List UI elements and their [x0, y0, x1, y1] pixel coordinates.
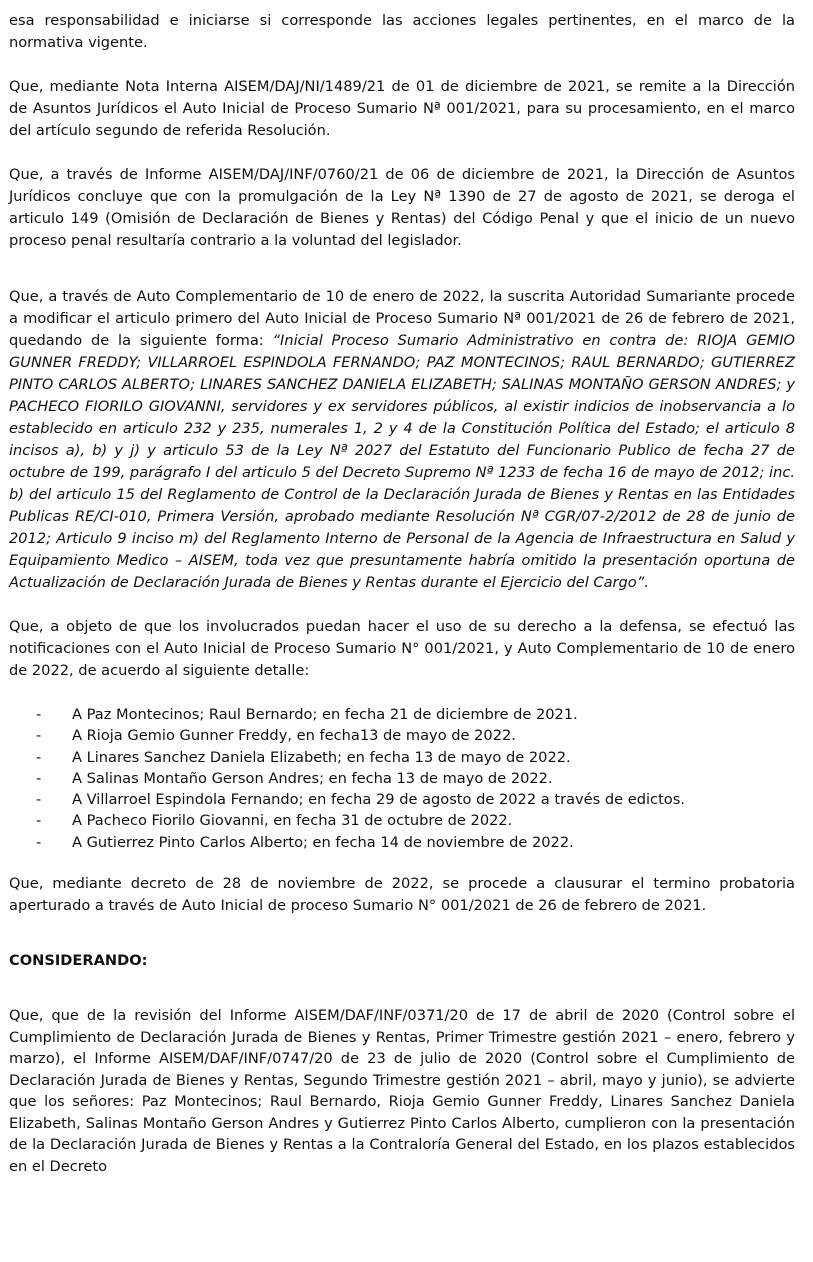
notification-list: [9, 704, 795, 853]
paragraph-auto-complementario: [9, 286, 795, 594]
list-item: - A Villarroel Espindola Fernando; en fecha 29 de agosto de 2022 a través de edictos.: [36, 789, 795, 810]
paragraph-nota-interna: Que, mediante Nota Interna AISEM/DAJ/NI/1489/21 de 01 de diciembre de 2021, se remite a la Dirección de Asuntos Jurídicos el Auto Inicial de Proceso Sumario Nª 001/2021, para su procesamiento, en el marco del artículo segundo de referida Resolución.: [9, 78, 795, 139]
paragraph-responsabilidad: esa responsabilidad e iniciarse si corresponde las acciones legales pertinentes, en el marco de la normativa vigente.: [9, 12, 795, 51]
auto-complementario-intro: Que, a través de Auto Complementario de 10 de enero de 2022, la suscrita Autoridad Sumariante procede a modificar el articulo primero del Auto Inicial de Proceso Sumario Nª 001/2021 de 26 de febrero de 2021, quedando de la siguiente forma:: [9, 288, 795, 349]
dash-bullet: -: [36, 769, 42, 787]
dash-bullet: -: [36, 706, 42, 723]
list-item: - A Linares Sanchez Daniela Elizabeth; en fecha 13 de mayo de 2022.: [36, 747, 795, 768]
paragraph-informe-daj: Que, a través de Informe AISEM/DAJ/INF/0760/21 de 06 de diciembre de 2021, la Dirección de Asuntos Jurídicos concluye que con la promulgación de la Ley Nª 1390 de 27 de agosto de 2021, se deroga el articulo 149 (Omisión de Declaración de Bienes y Rentas) del Código Penal y que el inicio de un nuevo proceso penal resultaría contrario a la voluntad del legislador.: [9, 166, 795, 249]
dash-bullet: -: [36, 833, 42, 851]
list-item: - A Pacheco Fiorilo Giovanni, en fecha 31 de octubre de 2022.: [36, 810, 795, 831]
list-item: - A Salinas Montaño Gerson Andres; en fecha 13 de mayo de 2022.: [36, 768, 795, 789]
dash-bullet: -: [36, 727, 42, 745]
dash-bullet: -: [36, 748, 42, 766]
paragraph-revision-informe: Que, que de la revisión del Informe AISEM/DAF/INF/0371/20 de 17 de abril de 2020 (Control sobre el Cumplimiento de Declaración Jurada de Bienes y Rentas, Primer Trimestre gestión 2021 – enero, febrero y marzo), el Informe AISEM/DAF/INF/0747/20 de 23 de julio de 2020 (Control sobre el Cumplimiento de Declaración Jurada de Bienes y Rentas, Segundo Trimestre gestión 2021 – abril, mayo y junio), se advierte que los señores: Paz Montecinos; Raul Bernardo, Rioja Gemio Gunner Freddy, Linares Sanchez Daniela Elizabeth, Salinas Montaño Gerson Andres y Gutierrez Pinto Carlos Alberto, cumplieron con la presentación de la Declaración Jurada de Bienes y Rentas a la Contraloría General del Estado, en los plazos establecidos en el Decreto: [9, 1007, 795, 1175]
list-item: - A Gutierrez Pinto Carlos Alberto; en fecha 14 de noviembre de 2022.: [36, 832, 795, 853]
dash-bullet: -: [36, 791, 42, 809]
list-item: - A Paz Montecinos; Raul Bernardo; en fecha 21 de diciembre de 2021.: [36, 704, 795, 725]
dash-bullet: -: [36, 812, 42, 830]
paragraph-decreto-clausura: Que, mediante decreto de 28 de noviembre de 2022, se procede a clausurar el termino probatoria aperturado a través de Auto Inicial de proceso Sumario N° 001/2021 de 26 de febrero de 2021.: [9, 875, 795, 915]
auto-complementario-quote: “Inicial Proceso Sumario Administrativo en contra de: RIOJA GEMIO GUNNER FREDDY; VILLARROEL ESPINDOLA FERNANDO; PAZ MONTECINOS; RAUL BERNARDO; GUTIERREZ PINTO CARLOS ALBERTO; LINARES SANCHEZ DANIELA ELIZABETH; SALINAS MONTAÑO GERSON ANDRES; y PACHECO FIORILO GIOVANNI, servidores y ex servidores públicos, al existir indicios de inobservancia a lo establecido en articulo 232 y 235, numerales 1, 2 y 4 de la Constitución Política del Estado; el articulo 8 incisos a), b) y j) y articulo 53 de la Ley Nª 2027 del Estatuto del Funcionario Publico de fecha 27 de octubre de 199, parágrafo I del articulo 5 del Decreto Supremo Nª 1233 de fecha 16 de mayo de 2012; inc. b) del articulo 15 del Reglamento de Control de la Declaración Jurada de Bienes y Rentas en las Entidades Publicas RE/CI-010, Primera Versión, aprobado mediante Resolución Nª CGR/07-2/2012 de 28 de junio de 2012; Articulo 9 inciso m) del Reglamento Interno de Personal de la Agencia de Infraestructura en Salud y Equipamiento Medico – AISEM, toda vez que presuntamente habría omitido la presentación oportuna de Actualización de Declaración Jurada de Bienes y Rentas durante el Ejercicio del Cargo”.: [9, 332, 795, 591]
section-heading-considerando: CONSIDERANDO:: [9, 952, 148, 970]
list-item: - A Rioja Gemio Gunner Freddy, en fecha13 de mayo de 2022.: [36, 725, 795, 746]
paragraph-notificaciones: Que, a objeto de que los involucrados puedan hacer el uso de su derecho a la defensa, se efectuó las notificaciones con el Auto Inicial de Proceso Sumario N° 001/2021, y Auto Complementario de 10 de enero de 2022, de acuerdo al siguiente detalle:: [9, 618, 795, 679]
